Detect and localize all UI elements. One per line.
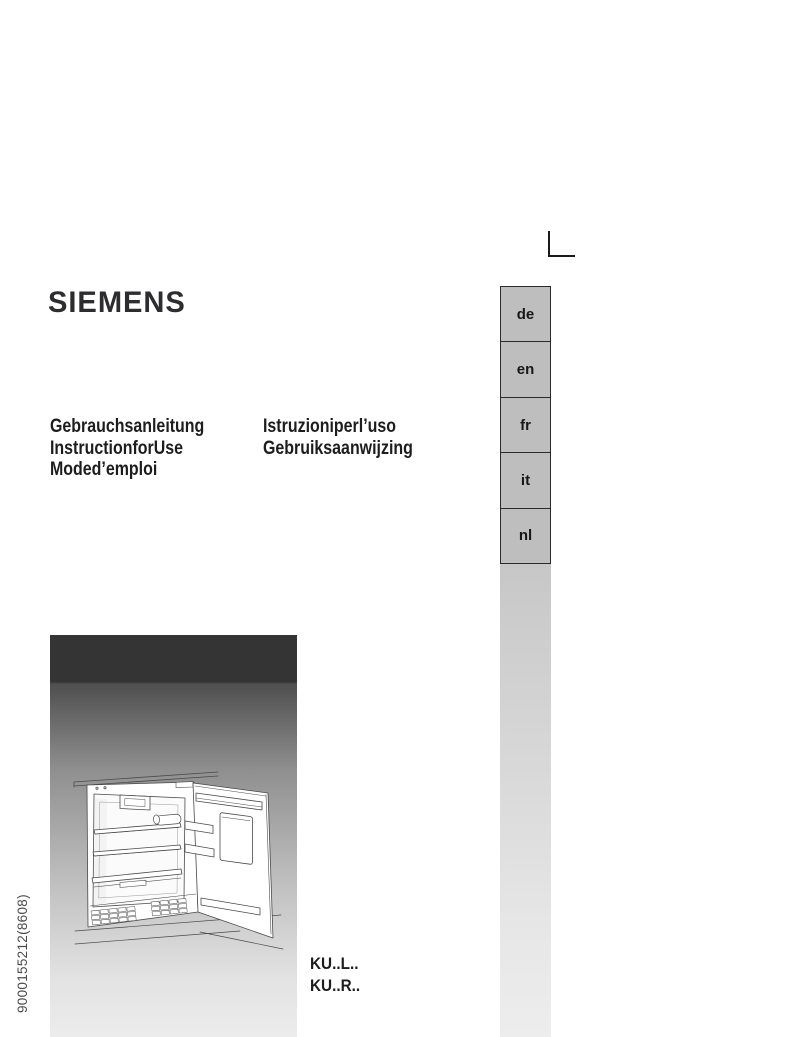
title-line-english: InstructionforUse bbox=[50, 437, 184, 459]
crop-mark-icon bbox=[548, 255, 575, 257]
title-column-left bbox=[50, 416, 204, 481]
part-number: 9000155212(8608) bbox=[15, 894, 30, 1013]
brand-logo: SIEMENS bbox=[48, 286, 186, 319]
title-line-german: Gebrauchsanleitung bbox=[50, 416, 205, 437]
language-tab-label: de bbox=[516, 305, 535, 323]
language-tab-de bbox=[501, 287, 550, 342]
model-number-left: KU..L.. bbox=[310, 954, 359, 973]
language-tab-it bbox=[501, 453, 550, 508]
language-tab-bar bbox=[500, 286, 551, 564]
language-tab-en bbox=[501, 342, 550, 397]
title-line-dutch: Gebruiksaanwijzing bbox=[263, 437, 413, 459]
crop-mark-icon bbox=[548, 231, 550, 257]
title-column-right bbox=[263, 416, 413, 459]
model-numbers bbox=[310, 953, 360, 997]
language-tab-label: fr bbox=[520, 416, 531, 434]
product-photo-region bbox=[50, 635, 297, 1037]
model-number-right: KU..R.. bbox=[310, 976, 361, 995]
title-line-italian: Istruzioniperl’uso bbox=[263, 416, 397, 437]
language-tab-nl bbox=[501, 509, 550, 563]
title-line-french: Moded’emploi bbox=[50, 459, 158, 480]
language-tab-label: en bbox=[516, 361, 535, 379]
language-tab-fr bbox=[501, 398, 550, 453]
refrigerator-illustration bbox=[50, 635, 297, 1037]
language-tab-label: it bbox=[520, 471, 531, 489]
language-tab-label: nl bbox=[518, 527, 533, 545]
sidebar-gradient-strip bbox=[500, 564, 551, 1037]
